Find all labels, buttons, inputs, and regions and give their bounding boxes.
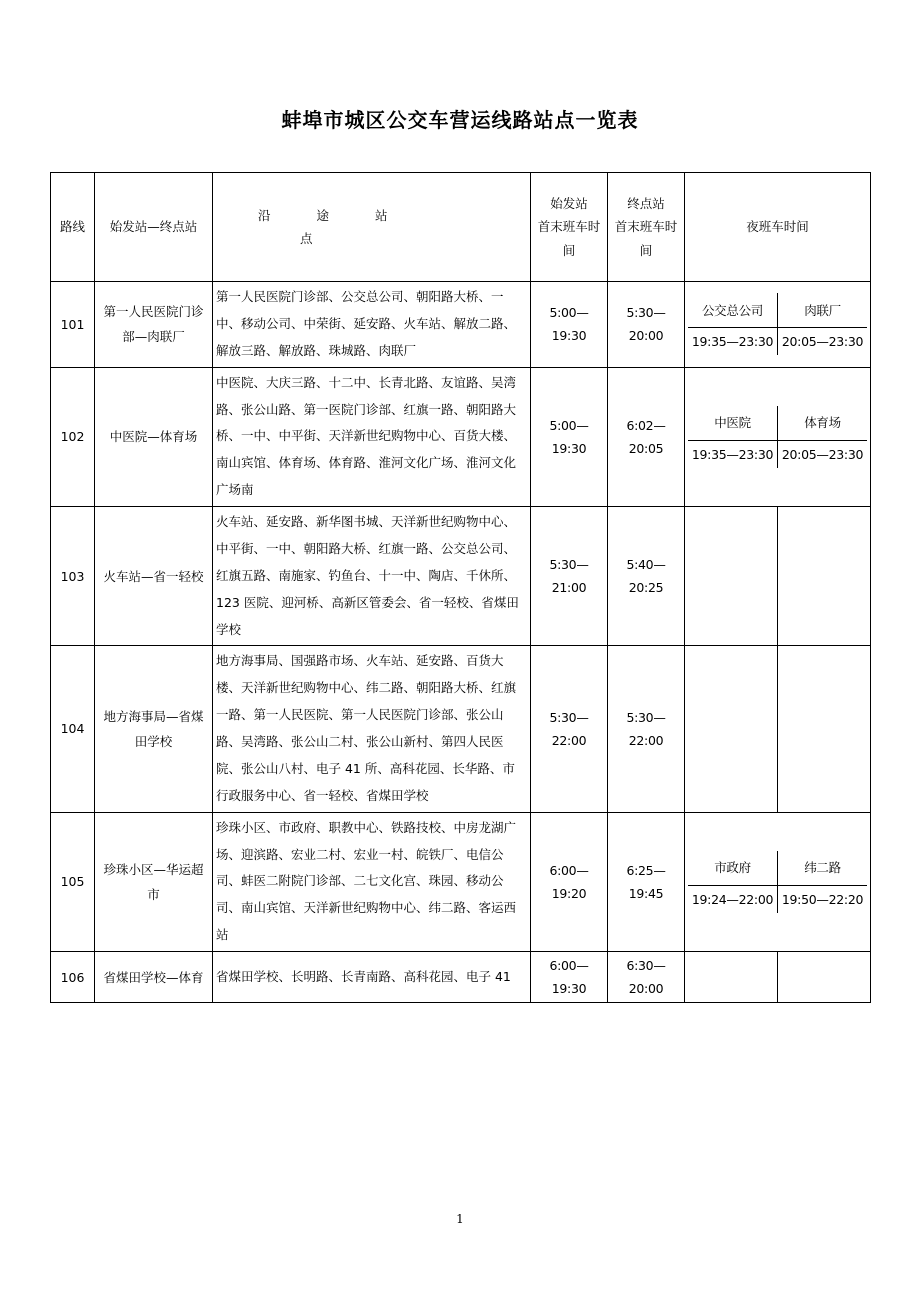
- header-start-line3: 间: [562, 242, 576, 258]
- night-time-cell: [685, 367, 871, 506]
- route-endpoints: 省煤田学校—体育: [95, 952, 213, 1003]
- header-stops-line2: 点: [300, 231, 313, 246]
- table-row: [51, 282, 871, 368]
- route-stops: 省煤田学校、长明路、长青南路、高科花园、电子 41: [213, 952, 531, 1003]
- start-station-time: 5:00—19:30: [531, 282, 608, 368]
- header-end-line1: 终点站: [627, 196, 665, 212]
- table-row: [51, 507, 871, 646]
- header-endpoints: 始发站—终点站: [95, 173, 213, 282]
- route-number: 104: [51, 646, 95, 812]
- night-time-left: [685, 952, 778, 1003]
- night-time-left: [685, 646, 778, 812]
- night-label-row: [688, 851, 867, 886]
- route-endpoints: 中医院—体育场: [95, 367, 213, 506]
- end-station-time: 6:30—20:00: [608, 952, 685, 1003]
- night-time-row: [688, 885, 867, 913]
- night-label-left: 市政府: [688, 851, 778, 886]
- table-row: [51, 646, 871, 812]
- header-route: 路线: [51, 173, 95, 282]
- route-endpoints: 第一人民医院门诊部—肉联厂: [95, 282, 213, 368]
- route-stops: 火车站、延安路、新华图书城、天洋新世纪购物中心、中平街、一中、朝阳路大桥、红旗一路、公交总公司、红旗五路、南施家、钓鱼台、十一中、陶店、千休所、123 医院、迎河桥、高新区管委会、省一轻校、省煤田学校: [213, 507, 531, 646]
- table-row: [51, 812, 871, 951]
- end-station-time: 5:40—20:25: [608, 507, 685, 646]
- night-label-left: 中医院: [688, 406, 778, 441]
- header-start-line1: 始发站: [550, 196, 588, 212]
- night-time-cell: [685, 812, 871, 951]
- night-time-left: 19:35—23:30: [688, 440, 778, 468]
- bus-routes-table-container: [50, 172, 870, 1003]
- header-end-line2: 首末班车时: [614, 219, 678, 235]
- night-time-left: 19:24—22:00: [688, 885, 778, 913]
- table-row: [51, 367, 871, 506]
- table-header-row: [51, 173, 871, 282]
- route-stops: 第一人民医院门诊部、公交总公司、朝阳路大桥、一中、移动公司、中荣街、延安路、火车站、解放二路、解放三路、解放路、珠城路、肉联厂: [213, 282, 531, 368]
- header-end-station-time: [608, 173, 685, 282]
- night-time-subtable: [688, 406, 867, 468]
- route-stops: 珍珠小区、市政府、职教中心、铁路技校、中房龙湖广场、迎滨路、宏业二村、宏业一村、皖铁厂、电信公司、蚌医二附院门诊部、二七文化宫、珠园、移动公司、南山宾馆、天洋新世纪购物中心、纬二路、客运西站: [213, 812, 531, 951]
- night-time-right: [778, 646, 871, 812]
- header-stops: [213, 173, 531, 282]
- night-label-right: 肉联厂: [778, 293, 868, 328]
- end-station-time: 6:25—19:45: [608, 812, 685, 951]
- route-stops: 地方海事局、国强路市场、火车站、延安路、百货大楼、天洋新世纪购物中心、纬二路、朝阳路大桥、红旗一路、第一人民医院、第一人民医院门诊部、张公山路、吴湾路、张公山二村、张公山新村、第四人民医院、张公山八村、电子 41 所、高科花园、长华路、市行政服务中心、省一轻校、省煤田学校: [213, 646, 531, 812]
- night-time-row: [688, 328, 867, 356]
- night-time-subtable: [688, 293, 867, 355]
- route-number: 103: [51, 507, 95, 646]
- route-endpoints: 地方海事局—省煤田学校: [95, 646, 213, 812]
- route-stops: 中医院、大庆三路、十二中、长青北路、友谊路、吴湾路、张公山路、第一医院门诊部、红旗一路、朝阳路大桥、一中、中平街、天洋新世纪购物中心、百货大楼、 南山宾馆、体育场、体育路、淮河文化广场、淮河文化广场南: [213, 367, 531, 506]
- night-label-right: 体育场: [778, 406, 868, 441]
- night-label-row: [688, 406, 867, 441]
- end-station-time: 5:30—20:00: [608, 282, 685, 368]
- night-time-left: [685, 507, 778, 646]
- end-station-time: 6:02—20:05: [608, 367, 685, 506]
- night-time-subtable: [688, 851, 867, 913]
- night-time-right: 20:05—23:30: [781, 334, 864, 350]
- header-night-time: 夜班车时间: [685, 173, 871, 282]
- start-station-time: 6:00—19:20: [531, 812, 608, 951]
- bus-routes-table: [50, 172, 871, 1003]
- start-station-time: 5:30—22:00: [531, 646, 608, 812]
- route-number: 102: [51, 367, 95, 506]
- night-time-left: 19:35—23:30: [688, 328, 778, 356]
- start-station-time: 6:00—19:30: [531, 952, 608, 1003]
- night-label-row: [688, 293, 867, 328]
- page-title: 蚌埠市城区公交车营运线路站点一览表: [281, 108, 639, 132]
- end-station-time: 5:30—22:00: [608, 646, 685, 812]
- route-number: 105: [51, 812, 95, 951]
- route-endpoints: 珍珠小区—华运超市: [95, 812, 213, 951]
- night-time-cell: [685, 282, 871, 368]
- start-station-time: 5:30—21:00: [531, 507, 608, 646]
- page-number: 1: [456, 1212, 464, 1226]
- route-endpoints: 火车站—省一轻校: [95, 507, 213, 646]
- night-time-row: [688, 440, 867, 468]
- header-start-line2: 首末班车时: [537, 219, 601, 235]
- table-row: [51, 952, 871, 1003]
- night-time-right: [778, 952, 871, 1003]
- route-number: 106: [51, 952, 95, 1003]
- night-time-right: [778, 507, 871, 646]
- night-label-right: 纬二路: [778, 851, 868, 886]
- night-time-right: 20:05—23:30: [781, 446, 864, 462]
- start-station-time: 5:00—19:30: [531, 367, 608, 506]
- header-end-line3: 间: [639, 242, 653, 258]
- night-time-right: 19:50—22:20: [781, 891, 864, 907]
- header-start-station-time: [531, 173, 608, 282]
- night-label-left: 公交总公司: [688, 293, 778, 328]
- header-stops-line1: 沿途站: [258, 207, 434, 223]
- route-number: 101: [51, 282, 95, 368]
